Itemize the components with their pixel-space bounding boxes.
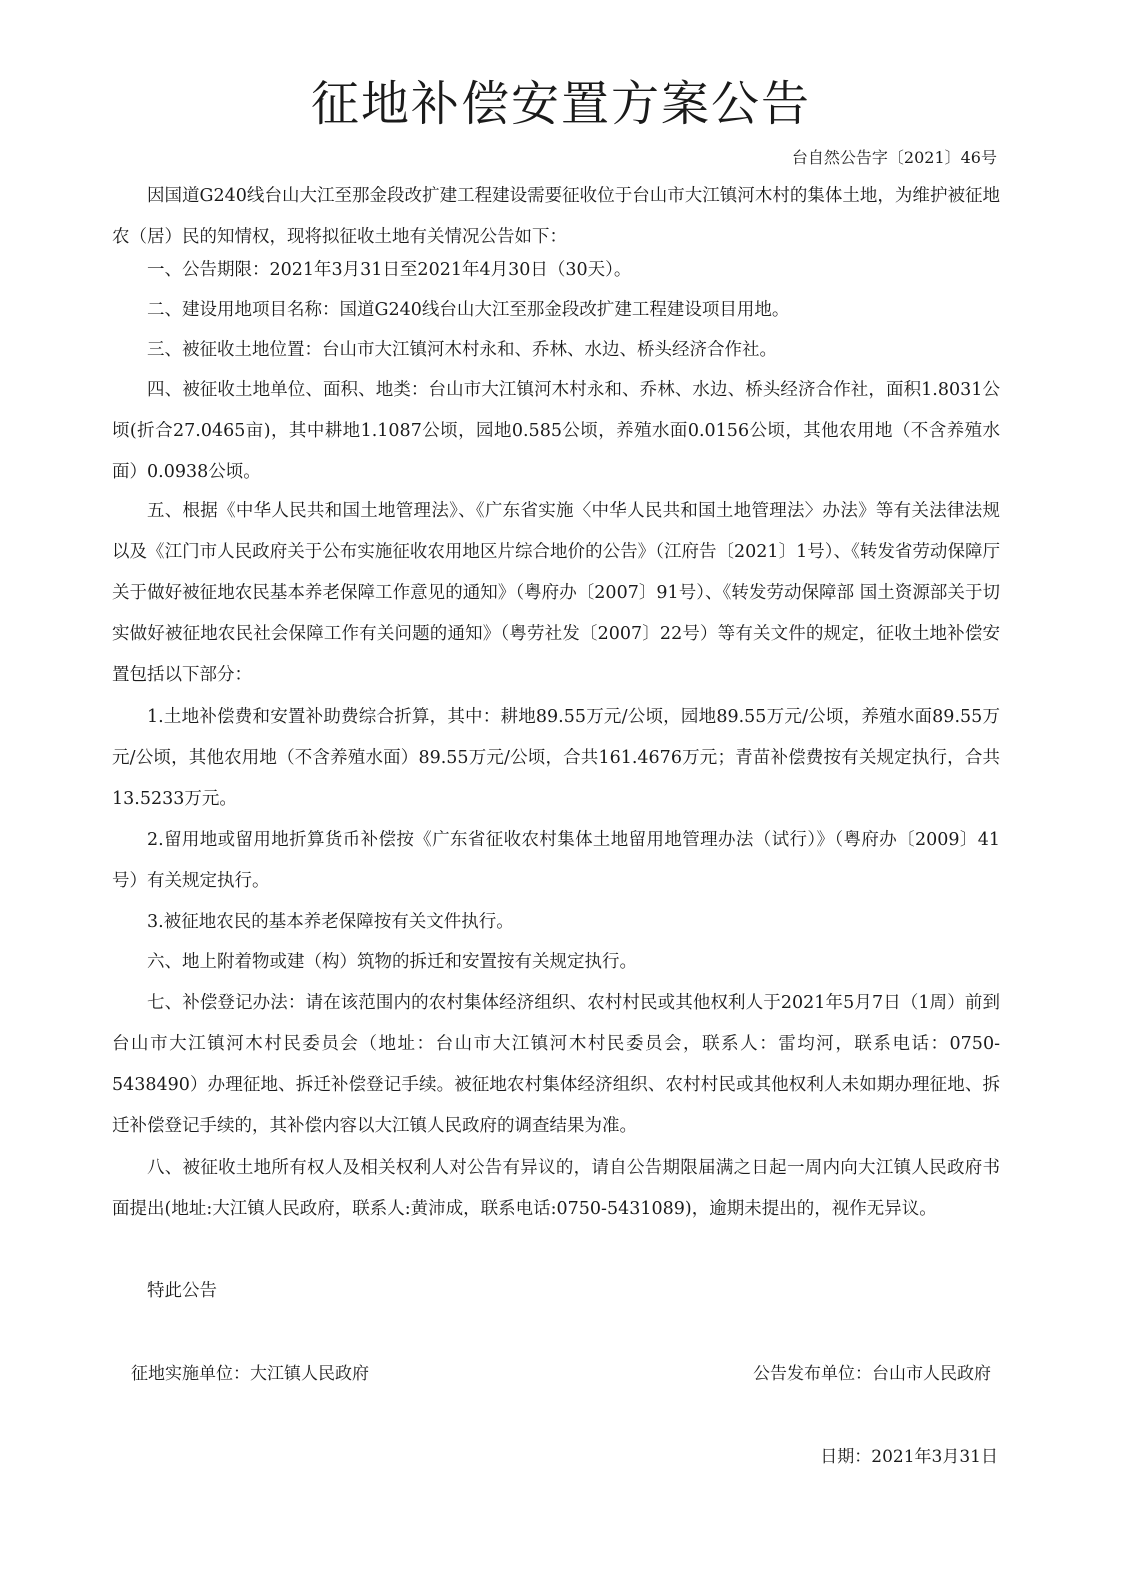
paragraph-closing: 特此公告	[147, 1281, 217, 1301]
paragraph-section-2: 二、建设用地项目名称：国道G240线台山大江至那金段改扩建工程建设项目用地。	[147, 300, 790, 320]
document-number: 台自然公告字〔2021〕46号	[791, 148, 997, 167]
paragraph-section-4: 四、被征收土地单位、面积、地类：台山市大江镇河木村永和、乔林、水边、桥头经济合作社，面积1.8031公顷(折合27.0465亩)，其中耕地1.1087公顷，园地0.585公顷，养殖水面0.0156公顷，其他农用地（不含养殖水面）0.0938公顷。	[112, 380, 1000, 482]
implementing-unit: 征地实施单位：大江镇人民政府	[131, 1364, 369, 1384]
publishing-unit: 公告发布单位：台山市人民政府	[753, 1364, 991, 1384]
paragraph-section-1: 一、公告期限：2021年3月31日至2021年4月30日（30天）。	[147, 260, 632, 280]
paragraph-item-2: 2.留用地或留用地折算货币补偿按《广东省征收农村集体土地留用地管理办法（试行）》（粤府办〔2009〕41号）有关规定执行。	[112, 830, 1000, 891]
paragraph-section-3: 三、被征收土地位置：台山市大江镇河木村永和、乔林、水边、桥头经济合作社。	[147, 340, 777, 360]
paragraph-section-7: 七、补偿登记办法：请在该范围内的农村集体经济组织、农村村民或其他权利人于2021年5月7日（1周）前到台山市大江镇河木村民委员会（地址：台山市大江镇河木村民委员会，联系人：雷均河，联系电话：0750-5438490）办理征地、拆迁补偿登记手续。被征地农村集体经济组织、农村村民或其他权利人未如期办理征地、拆迁补偿登记手续的，其补偿内容以大江镇人民政府的调查结果为准。	[112, 993, 1000, 1136]
paragraph-item-3: 3.被征地农民的基本养老保障按有关文件执行。	[147, 912, 514, 932]
paragraph-section-6: 六、地上附着物或建（构）筑物的拆迁和安置按有关规定执行。	[147, 952, 637, 972]
paragraph-section-8: 八、被征收土地所有权人及相关权利人对公告有异议的，请自公告期限届满之日起一周内向大江镇人民政府书面提出(地址:大江镇人民政府，联系人:黄沛成，联系电话:0750-5431089)，逾期未提出的，视作无异议。	[112, 1158, 1000, 1219]
paragraph-section-5: 五、根据《中华人民共和国土地管理法》、《广东省实施〈中华人民共和国土地管理法〉办法》等有关法律法规以及《江门市人民政府关于公布实施征收农用地区片综合地价的公告》（江府告〔2021〕1号）、《转发省劳动保障厅关于做好被征地农民基本养老保障工作意见的通知》（粤府办〔2007〕91号）、《转发劳动保障部 国土资源部关于切实做好被征地农民社会保障工作有关问题的通知》（粤劳社发〔2007〕22号）等有关文件的规定，征收土地补偿安置包括以下部分：	[112, 501, 1000, 685]
notice-date: 日期：2021年3月31日	[820, 1447, 998, 1467]
notice-title: 征地补偿安置方案公告	[310, 76, 811, 132]
paragraph-item-1: 1.土地补偿费和安置补助费综合折算，其中：耕地89.55万元/公顷，园地89.55万元/公顷，养殖水面89.55万元/公顷，其他农用地（不含养殖水面）89.55万元/公顷，合共161.4676万元；青苗补偿费按有关规定执行，合共13.5233万元。	[112, 707, 1000, 809]
paragraph-intro: 因国道G240线台山大江至那金段改扩建工程建设需要征收位于台山市大江镇河木村的集体土地，为维护被征地农（居）民的知情权，现将拟征收土地有关情况公告如下：	[112, 186, 1000, 247]
